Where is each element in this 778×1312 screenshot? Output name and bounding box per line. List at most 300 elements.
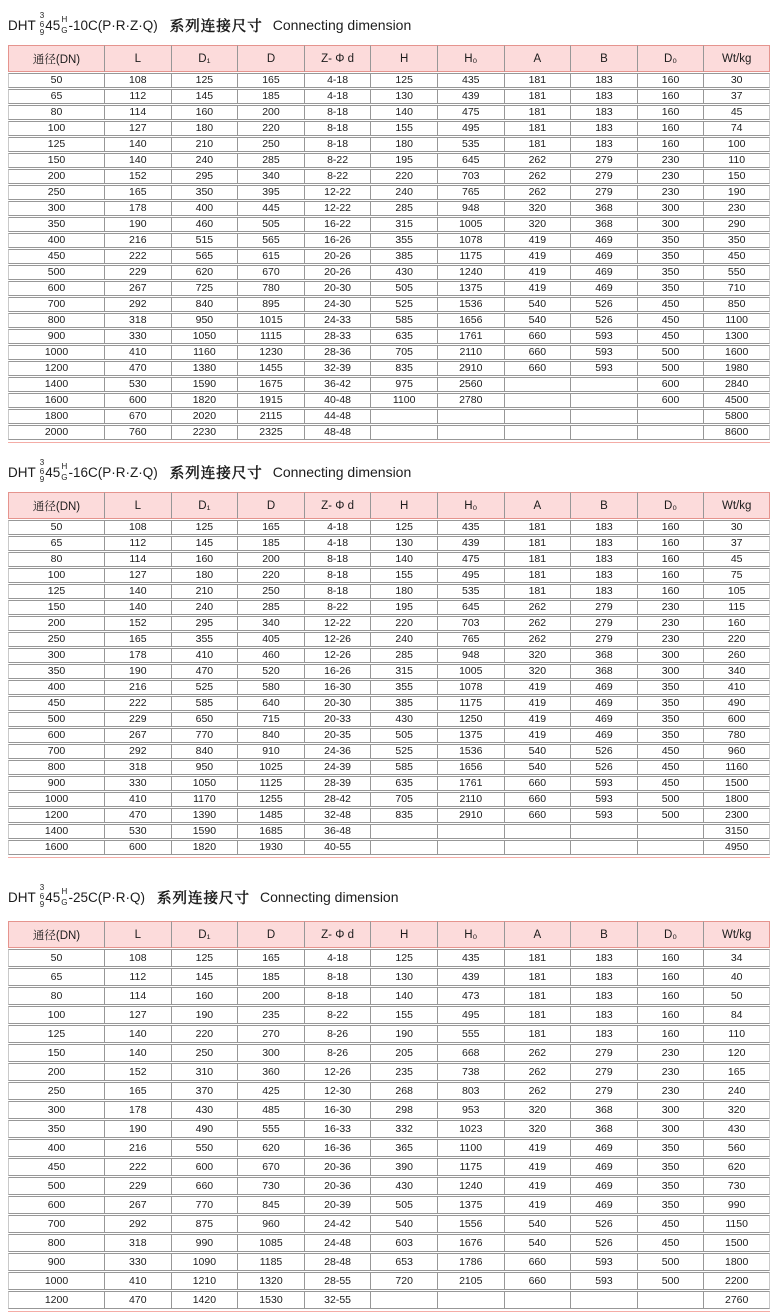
table-cell: 1390 (171, 808, 238, 823)
table-cell: 20-36 (304, 1158, 371, 1176)
table-cell: 80 (8, 105, 104, 120)
table-cell: 220 (370, 616, 437, 631)
table-cell: 400 (171, 201, 238, 216)
table-cell: 1761 (437, 329, 504, 344)
table-cell: 1100 (370, 393, 437, 408)
table-cell: 350 (637, 728, 704, 743)
table-cell: 181 (504, 968, 571, 986)
table-cell: 419 (504, 712, 571, 727)
table-cell: 953 (437, 1101, 504, 1119)
table-cell: 835 (370, 808, 437, 823)
table-cell: 1115 (237, 329, 304, 344)
table-cell: 653 (370, 1253, 437, 1271)
model-hg-stack (61, 14, 67, 36)
table-cell: 180 (171, 121, 238, 136)
table-cell: 525 (370, 297, 437, 312)
column-header: 通径(DN) (8, 45, 104, 72)
table-cell: 1200 (8, 1291, 104, 1309)
table-row (8, 281, 770, 296)
table-row (8, 1215, 770, 1233)
table-cell: 315 (370, 217, 437, 232)
table-cell: 183 (570, 987, 637, 1005)
model-suffix: -16C(P·R·Z·Q) (68, 464, 158, 480)
table-cell: 270 (237, 1025, 304, 1043)
table-cell: 8-22 (304, 600, 371, 615)
table-cell (370, 409, 437, 424)
table-cell: 8-18 (304, 568, 371, 583)
table-cell: 368 (570, 217, 637, 232)
table-cell: 320 (504, 648, 571, 663)
table-row (8, 568, 770, 583)
table-cell: 125 (171, 520, 238, 535)
table-cell: 45 (703, 552, 770, 567)
table-cell: 292 (104, 297, 171, 312)
table-cell: 178 (104, 1101, 171, 1119)
table-cell: 190 (104, 1120, 171, 1138)
table-row (8, 393, 770, 408)
table-cell: 419 (504, 1139, 571, 1157)
table-cell: 2760 (703, 1291, 770, 1309)
table-cell: 670 (237, 265, 304, 280)
column-header: D₁ (171, 921, 238, 948)
table-cell: 2910 (437, 808, 504, 823)
table-cell: 181 (504, 73, 571, 88)
table-cell: 1485 (237, 808, 304, 823)
table-cell: 40-55 (304, 840, 371, 855)
table-cell: 2910 (437, 361, 504, 376)
table-cell: 1556 (437, 1215, 504, 1233)
table-cell: 222 (104, 249, 171, 264)
table-cell: 40 (703, 968, 770, 986)
table-cell: 620 (237, 1139, 304, 1157)
table-cell: 183 (570, 520, 637, 535)
table-cell: 181 (504, 949, 571, 967)
table-cell: 300 (637, 648, 704, 663)
table-cell: 155 (370, 1006, 437, 1024)
table-cell: 40-48 (304, 393, 371, 408)
table-cell: 439 (437, 536, 504, 551)
column-header: 通径(DN) (8, 921, 104, 948)
table-cell: 350 (637, 1177, 704, 1195)
table-cell: 8-22 (304, 169, 371, 184)
table-cell: 368 (570, 664, 637, 679)
table-cell: 385 (370, 249, 437, 264)
title-chinese: 系列连接尺寸 (169, 465, 263, 482)
table-cell: 330 (104, 329, 171, 344)
table-cell (570, 425, 637, 440)
table-cell: 8-18 (304, 968, 371, 986)
table-cell: 385 (370, 696, 437, 711)
table-cell: 185 (237, 89, 304, 104)
table-cell: 1160 (171, 345, 238, 360)
table-cell (370, 425, 437, 440)
table-row (8, 265, 770, 280)
column-header: Wt/kg (703, 45, 770, 72)
table-cell: 900 (8, 776, 104, 791)
table-cell (637, 409, 704, 424)
table-cell: 195 (370, 600, 437, 615)
table-cell: 8-18 (304, 137, 371, 152)
table-cell: 800 (8, 313, 104, 328)
table-cell: 1420 (171, 1291, 238, 1309)
table-cell: 279 (570, 616, 637, 631)
table-cell: 181 (504, 1025, 571, 1043)
table-cell: 490 (703, 696, 770, 711)
table-cell: 190 (370, 1025, 437, 1043)
table-cell: 355 (171, 632, 238, 647)
table-cell: 500 (637, 1253, 704, 1271)
table-cell: 550 (703, 265, 770, 280)
table-row (8, 600, 770, 615)
table-row (8, 1177, 770, 1195)
table-cell: 16-30 (304, 680, 371, 695)
table-cell: 1255 (237, 792, 304, 807)
table-cell: 469 (570, 249, 637, 264)
table-cell: 181 (504, 137, 571, 152)
title-english: Connecting dimension (272, 17, 412, 33)
table-cell: 350 (637, 249, 704, 264)
table-cell: 240 (171, 153, 238, 168)
table-cell: 100 (8, 121, 104, 136)
table-cell: 100 (8, 1006, 104, 1024)
table-cell: 300 (8, 201, 104, 216)
table-cell: 130 (370, 89, 437, 104)
table-cell: 475 (437, 552, 504, 567)
table-cell: 495 (437, 568, 504, 583)
table-row (8, 185, 770, 200)
table-cell: 540 (504, 313, 571, 328)
table-cell: 4-18 (304, 520, 371, 535)
model-brand: DHT (8, 17, 36, 33)
table-cell: 1656 (437, 313, 504, 328)
table-cell: 600 (171, 1158, 238, 1176)
table-cell: 620 (171, 265, 238, 280)
table-cell: 1005 (437, 217, 504, 232)
table-cell: 30 (703, 73, 770, 88)
column-header: A (504, 492, 571, 519)
table-cell: 279 (570, 632, 637, 647)
table-cell: 300 (637, 201, 704, 216)
column-header: D (237, 45, 304, 72)
table-cell: 250 (171, 1044, 238, 1062)
table-cell: 895 (237, 297, 304, 312)
table-cell: 368 (570, 1101, 637, 1119)
table-row (8, 616, 770, 631)
table-bottom-line (8, 442, 770, 443)
table-cell: 660 (504, 329, 571, 344)
table-cell: 220 (370, 169, 437, 184)
table-row (8, 664, 770, 679)
table-cell: 16-26 (304, 233, 371, 248)
table-cell: 1400 (8, 377, 104, 392)
table-cell: 229 (104, 1177, 171, 1195)
table-cell: 450 (637, 776, 704, 791)
table-cell (570, 1291, 637, 1309)
table-cell: 430 (370, 265, 437, 280)
header-row (8, 492, 770, 519)
table-cell: 37 (703, 536, 770, 551)
table-cell: 160 (637, 105, 704, 120)
table-cell: 1600 (8, 393, 104, 408)
table-cell: 410 (104, 792, 171, 807)
table-cell: 660 (504, 1253, 571, 1271)
table-cell: 250 (237, 137, 304, 152)
table-cell: 450 (637, 297, 704, 312)
table-row (8, 1063, 770, 1081)
column-header: L (104, 492, 171, 519)
table-cell: 268 (370, 1082, 437, 1100)
table-cell: 600 (8, 1196, 104, 1214)
connecting-dimension-table-25c (8, 920, 770, 1310)
table-cell: 2230 (171, 425, 238, 440)
table-cell: 500 (8, 712, 104, 727)
stack-letter: G (61, 898, 68, 907)
table-cell: 469 (570, 265, 637, 280)
table-cell: 150 (8, 600, 104, 615)
table-cell: 1536 (437, 744, 504, 759)
table-cell: 320 (703, 1101, 770, 1119)
table-cell: 24-33 (304, 313, 371, 328)
table-cell: 285 (370, 201, 437, 216)
table-row (8, 776, 770, 791)
table-cell: 600 (637, 393, 704, 408)
table-cell: 469 (570, 728, 637, 743)
table-cell: 473 (437, 987, 504, 1005)
table-cell: 1050 (171, 776, 238, 791)
table-cell: 526 (570, 297, 637, 312)
table-body (8, 520, 770, 855)
table-row (8, 137, 770, 152)
table-cell: 400 (8, 1139, 104, 1157)
table-cell: 660 (504, 776, 571, 791)
model-base: 45 (45, 17, 61, 33)
table-cell: 1676 (437, 1234, 504, 1252)
table-cell: 108 (104, 520, 171, 535)
table-cell: 540 (504, 1234, 571, 1252)
table-cell: 460 (171, 217, 238, 232)
table-row (8, 712, 770, 727)
table-cell (437, 409, 504, 424)
table-cell: 183 (570, 949, 637, 967)
table-cell: 1800 (703, 1253, 770, 1271)
table-cell: 145 (171, 89, 238, 104)
table-cell: 183 (570, 105, 637, 120)
table-cell: 1380 (171, 361, 238, 376)
table-row (8, 1006, 770, 1024)
table-cell: 165 (237, 520, 304, 535)
table-cell: 470 (104, 1291, 171, 1309)
table-row (8, 1291, 770, 1309)
table-cell: 262 (504, 1082, 571, 1100)
table-cell: 279 (570, 153, 637, 168)
table-cell: 222 (104, 696, 171, 711)
table-cell: 80 (8, 987, 104, 1005)
table-cell: 48-48 (304, 425, 371, 440)
table-row (8, 1120, 770, 1138)
table-cell: 250 (8, 632, 104, 647)
table-cell: 205 (370, 1044, 437, 1062)
table-row (8, 313, 770, 328)
column-header: H (370, 492, 437, 519)
table-cell: 850 (703, 297, 770, 312)
table-row (8, 361, 770, 376)
table-cell: 262 (504, 1063, 571, 1081)
table-cell: 183 (570, 121, 637, 136)
table-row (8, 680, 770, 695)
table-cell: 320 (504, 217, 571, 232)
model-brand: DHT (8, 889, 36, 905)
table-cell: 240 (171, 600, 238, 615)
table-cell: 267 (104, 1196, 171, 1214)
table-cell: 1100 (437, 1139, 504, 1157)
table-cell: 127 (104, 1006, 171, 1024)
table-cell: 16-33 (304, 1120, 371, 1138)
table-cell: 445 (237, 201, 304, 216)
table-row (8, 409, 770, 424)
table-row (8, 1139, 770, 1157)
table-cell: 285 (370, 648, 437, 663)
table-cell: 200 (8, 169, 104, 184)
table-cell: 75 (703, 568, 770, 583)
table-cell: 320 (504, 664, 571, 679)
table-cell: 4-18 (304, 89, 371, 104)
table-cell: 469 (570, 1196, 637, 1214)
table-cell: 1000 (8, 345, 104, 360)
table-cell: 780 (237, 281, 304, 296)
table-cell: 2110 (437, 345, 504, 360)
table-cell: 200 (237, 105, 304, 120)
table-cell: 160 (171, 105, 238, 120)
table-cell: 2840 (703, 377, 770, 392)
table-cell: 298 (370, 1101, 437, 1119)
table-cell: 475 (437, 105, 504, 120)
table-row (8, 1158, 770, 1176)
model-suffix: -25C(P·R·Q) (68, 889, 145, 905)
table-cell: 526 (570, 313, 637, 328)
table-cell: 730 (703, 1177, 770, 1195)
table-body (8, 949, 770, 1309)
table-cell: 320 (504, 1120, 571, 1138)
table-cell (370, 824, 437, 839)
table-cell: 469 (570, 281, 637, 296)
table-cell: 593 (570, 1253, 637, 1271)
table-cell: 50 (8, 73, 104, 88)
table-cell: 16-30 (304, 1101, 371, 1119)
table-cell: 330 (104, 1253, 171, 1271)
table-row (8, 105, 770, 120)
table-cell: 350 (637, 1139, 704, 1157)
table-cell: 340 (237, 616, 304, 631)
table-cell: 183 (570, 584, 637, 599)
table-cell: 555 (237, 1120, 304, 1138)
table-row (8, 760, 770, 775)
table-cell: 250 (8, 185, 104, 200)
stack-letter: H (61, 15, 68, 24)
table-cell: 1600 (703, 345, 770, 360)
table-cell: 725 (171, 281, 238, 296)
table-cell: 318 (104, 1234, 171, 1252)
model-hg-stack (61, 461, 67, 483)
table-cell: 230 (637, 616, 704, 631)
table-cell: 660 (504, 808, 571, 823)
table-cell: 2200 (703, 1272, 770, 1290)
table-cell: 715 (237, 712, 304, 727)
table-cell: 20-30 (304, 281, 371, 296)
table-cell: 730 (237, 1177, 304, 1195)
table-cell (570, 377, 637, 392)
table-cell: 1500 (703, 1234, 770, 1252)
table-cell: 295 (171, 616, 238, 631)
table-cell: 262 (504, 153, 571, 168)
table-cell: 181 (504, 568, 571, 583)
table-cell (504, 425, 571, 440)
table-cell: 350 (637, 696, 704, 711)
table-cell: 262 (504, 616, 571, 631)
table-cell: 300 (637, 1120, 704, 1138)
table-cell: 600 (703, 712, 770, 727)
table-cell: 419 (504, 1196, 571, 1214)
table-cell: 2115 (237, 409, 304, 424)
table-cell: 140 (104, 584, 171, 599)
table-cell: 425 (237, 1082, 304, 1100)
table-cell: 600 (637, 377, 704, 392)
model-brand: DHT (8, 464, 36, 480)
table-cell: 262 (504, 1044, 571, 1062)
model-code-25c (8, 884, 145, 910)
table-row (8, 233, 770, 248)
table-cell: 160 (637, 1025, 704, 1043)
column-header: Z- Φ d (304, 921, 371, 948)
table-cell: 400 (8, 680, 104, 695)
table-cell: 470 (104, 361, 171, 376)
table-cell: 948 (437, 201, 504, 216)
table-cell: 1375 (437, 728, 504, 743)
column-header: H (370, 921, 437, 948)
table-cell: 430 (171, 1101, 238, 1119)
column-header: Z- Φ d (304, 45, 371, 72)
table-cell: 710 (703, 281, 770, 296)
table-cell: 603 (370, 1234, 437, 1252)
table-cell: 2300 (703, 808, 770, 823)
column-header: D (237, 921, 304, 948)
table-cell: 526 (570, 1215, 637, 1233)
table-cell: 770 (171, 1196, 238, 1214)
table-cell: 410 (703, 680, 770, 695)
table-cell: 555 (437, 1025, 504, 1043)
table-cell: 450 (637, 313, 704, 328)
table-cell: 20-35 (304, 728, 371, 743)
table-cell (370, 1291, 437, 1309)
table-cell: 670 (104, 409, 171, 424)
table-cell: 165 (237, 949, 304, 967)
table-cell: 585 (171, 696, 238, 711)
table-cell: 495 (437, 121, 504, 136)
table-cell: 145 (171, 968, 238, 986)
table-cell: 1590 (171, 824, 238, 839)
table-cell: 160 (637, 552, 704, 567)
table-cell (504, 377, 571, 392)
table-cell: 1230 (237, 345, 304, 360)
table-cell: 32-55 (304, 1291, 371, 1309)
table-cell: 181 (504, 1006, 571, 1024)
table-cell: 430 (370, 712, 437, 727)
table-cell: 5800 (703, 409, 770, 424)
table-cell: 500 (637, 361, 704, 376)
table-cell: 660 (504, 1272, 571, 1290)
table-cell: 845 (237, 1196, 304, 1214)
table-cell: 190 (703, 185, 770, 200)
table-cell: 140 (104, 1044, 171, 1062)
